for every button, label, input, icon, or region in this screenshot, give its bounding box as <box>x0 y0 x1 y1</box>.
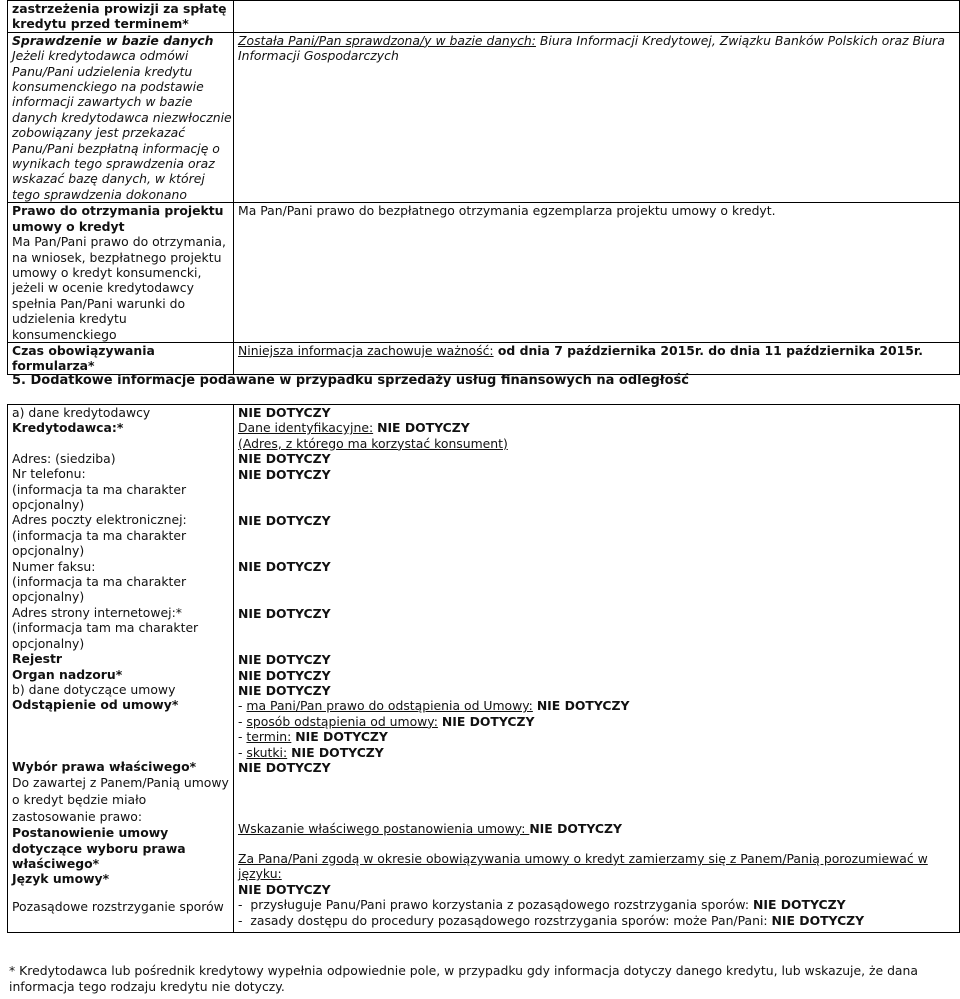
draft-right-label: Prawo do otrzymania projektu umowy o kredyt <box>12 203 224 234</box>
credit-info-table <box>7 0 960 375</box>
row-value: Została Pani/Pan sprawdzona/y w bazie danych: Biura Informacji Kredytowej, Związku Banków Polskich oraz Biura Informacji Gospodarczych <box>234 32 960 202</box>
table-row <box>8 32 960 202</box>
row-label: zastrzeżenia prowizji za spłatę kredytu przed terminem* <box>8 1 234 33</box>
table-row <box>8 342 960 374</box>
table-row: a) dane kredytodawcy Kredytodawca:* Adres: (siedziba) Nr telefonu: (informacja ta ma charakter opcjonalny) Adres poczty elektronicznej: (informacja ta ma charakter opcjonalny) Numer faksu: (informacja ta ma charakter opcjonalny) Adres strony internetowej:* (informacja tam ma charakter opcjonalny) Rejestr Organ nadzoru* b) dane dotyczące umowy Odstąpienie od umowy* Wybór prawa właściwego* Do zawartej z Panem/Panią umowy o kredyt będzie miało zastosowanie prawo: Postanowienie umowy dotyczące wyboru prawa właściwego* Język umowy* Pozasądowe rozstrzyganie sporów NIE DOTYCZY Dane identyfikacyjne: NIE DOTYCZY (Adres, z którego ma korzystać konsument) NIE DOTYCZY NIE DOTYCZY NIE DOTYCZY NIE DOTYCZY NIE DOTYCZY NIE DOTYCZY NIE DOTYCZY NIE DOTYCZY - ma Pani/Pan prawo do odstąpienia od Umowy: NIE DOTYCZY - sposób odstąpienia od umowy: NIE DOTYCZY - termin: NIE DOTYCZY - skutki: NIE DOTYCZY NIE DOTYCZY Wskazanie właściwego postanowienia umowy: NIE DOTYCZY Za Pana/Pani zgodą w okresie obowiązywania umowy o kredyt zamierzamy się z Panem/Panią porozumiewać w języku: NIE DOTYCZY - przysługuje Panu/Pani prawo korzystania z pozasądowego rozstrzygania sporów: NIE DOTYCZY - zasady dostępu do procedury pozasądowego rozstrzygania sporów: może Pan/Pani: NIE DOTYCZY <box>8 405 960 933</box>
row-value <box>234 1 960 33</box>
distance-sales-table <box>7 404 960 933</box>
row-value: Niniejsza informacja zachowuje ważność: od dnia 7 października 2015r. do dnia 11 października 2015r. <box>234 342 960 374</box>
row-label: Czas obowiązywania formularza* <box>8 342 234 374</box>
row-label <box>8 203 234 343</box>
draft-right-description: Ma Pan/Pani prawo do otrzymania, na wniosek, bezpłatnego projektu umowy o kredyt konsumencki, jeżeli w ocenie kredytodawcy spełnia Pan/Pani warunki do udzielenia kredytu konsumenckiego <box>12 234 226 342</box>
database-check-description: Jeżeli kredytodawca odmówi Panu/Pani udzielenia kredytu konsumenckiego na podstawie informacji zawartych w bazie danych kredytodawca niezwłocznie zobowiązany jest przekazać Panu/Pani bezpłatną informację o wynikach tego sprawdzenia oraz wskazać bazę danych, w której tego sprawdzenia dokonano <box>12 48 232 202</box>
section-heading: 5. Dodatkowe informacje podawane w przypadku sprzedaży usług finansowych na odległość <box>12 373 689 388</box>
table-row <box>8 1 960 33</box>
table-row <box>8 203 960 343</box>
database-check-label: Sprawdzenie w bazie danych <box>12 32 214 48</box>
row-value: Ma Pan/Pani prawo do bezpłatnego otrzymania egzemplarza projektu umowy o kredyt. <box>234 203 960 343</box>
row-label <box>8 32 234 202</box>
footnote: * Kredytodawca lub pośrednik kredytowy wypełnia odpowiednie pole, w przypadku gdy informacja dotyczy danego kredytu, lub wskazuje, że dana informacja tego rodzaju kredytu nie dotyczy. <box>9 963 918 994</box>
